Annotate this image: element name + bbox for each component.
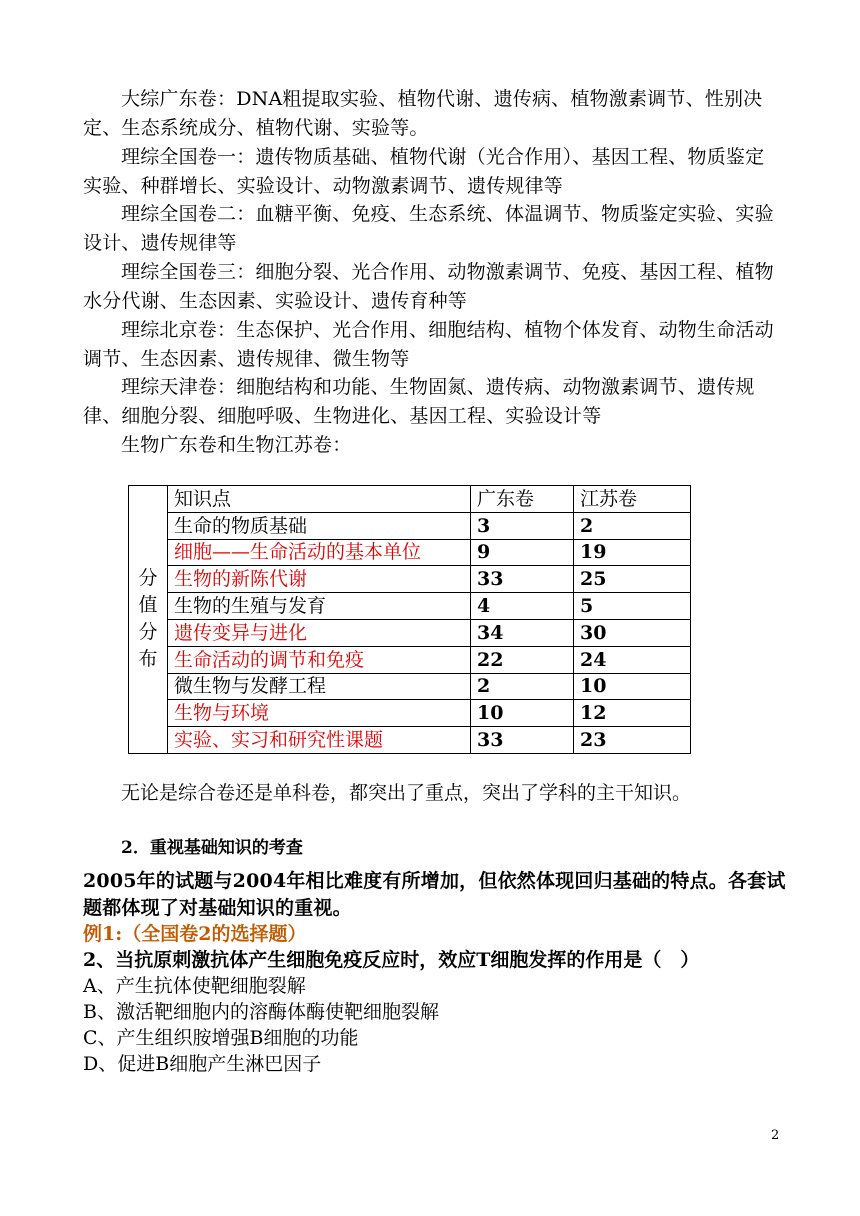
side-label-char: 分 <box>138 567 158 590</box>
jiangsu-score: 19 <box>574 539 691 566</box>
score-distribution-table <box>128 485 691 754</box>
side-label-char: 值 <box>138 594 158 617</box>
table-row <box>129 619 691 646</box>
guangdong-score: 33 <box>471 566 574 593</box>
guangdong-score: 22 <box>471 646 574 673</box>
jiangsu-score: 2 <box>574 512 691 539</box>
guangdong-score: 33 <box>471 727 574 754</box>
paragraph-national-1: 理综全国卷一：遗传物质基础、植物代谢（光合作用）、基因工程、物质鉴定实验、种群增长、实验设计、动物激素调节、遗传规律等 <box>83 146 765 197</box>
question-text: 2、当抗原刺激抗体产生细胞免疫反应时，效应T细胞发挥的作用是（ ） <box>83 949 700 971</box>
table-row <box>129 566 691 593</box>
table-row <box>129 593 691 620</box>
topic-cell: 微生物与发酵工程 <box>168 673 471 700</box>
side-label-cell <box>129 486 168 754</box>
table-row <box>129 539 691 566</box>
jiangsu-score: 12 <box>574 700 691 727</box>
topic-cell: 遗传变异与进化 <box>168 619 471 646</box>
option-a: A、产生抗体使靶细胞裂解 <box>83 975 306 997</box>
topic-cell: 生命活动的调节和免疫 <box>168 646 471 673</box>
paragraph-guangdong-combined: 大综广东卷：DNA粗提取实验、植物代谢、遗传病、植物激素调节、性别决定、生态系统成分、植物代谢、实验等。 <box>83 88 763 139</box>
option-b: B、激活靶细胞内的溶酶体酶使靶细胞裂解 <box>83 1001 439 1023</box>
jiangsu-score: 25 <box>574 566 691 593</box>
jiangsu-score: 10 <box>574 673 691 700</box>
topic-cell: 细胞——生命活动的基本单位 <box>168 539 471 566</box>
table-header-row <box>129 486 691 513</box>
option-c: C、产生组织胺增强B细胞的功能 <box>83 1027 359 1049</box>
guangdong-score: 34 <box>471 619 574 646</box>
topic-cell: 实验、实习和研究性课题 <box>168 727 471 754</box>
guangdong-score: 4 <box>471 593 574 620</box>
topic-cell: 生命的物质基础 <box>168 512 471 539</box>
guangdong-score: 10 <box>471 700 574 727</box>
guangdong-score: 9 <box>471 539 574 566</box>
jiangsu-score: 24 <box>574 646 691 673</box>
jiangsu-score: 5 <box>574 593 691 620</box>
section-paragraph: 2005年的试题与2004年相比难度有所增加，但依然体现回归基础的特点。各套试题都体现了对基础知识的重视。 <box>83 870 786 919</box>
side-label-char: 分 <box>138 621 158 644</box>
example-label: 例1:（全国卷2的选择题） <box>83 923 307 945</box>
header-topic: 知识点 <box>168 486 471 513</box>
paragraph-national-2: 理综全国卷二：血糖平衡、免疫、生态系统、体温调节、物质鉴定实验、实验设计、遗传规律等 <box>83 203 774 254</box>
topic-cell: 生物的新陈代谢 <box>168 566 471 593</box>
side-label-char: 布 <box>138 648 158 671</box>
paragraph-beijing: 理综北京卷：生态保护、光合作用、细胞结构、植物个体发育、动物生命活动调节、生态因素、遗传规律、微生物等 <box>83 319 774 370</box>
page-number: 2 <box>771 1128 780 1143</box>
table-row <box>129 673 691 700</box>
header-jiangsu: 江苏卷 <box>574 486 691 513</box>
guangdong-score: 3 <box>471 512 574 539</box>
header-guangdong: 广东卷 <box>471 486 574 513</box>
section-heading: 2．重视基础知识的考查 <box>121 838 303 858</box>
topic-cell: 生物的生殖与发育 <box>168 593 471 620</box>
table-row <box>129 727 691 754</box>
jiangsu-score: 23 <box>574 727 691 754</box>
table-row <box>129 512 691 539</box>
paragraph-tianjin: 理综天津卷：细胞结构和功能、生物固氮、遗传病、动物激素调节、遗传规律、细胞分裂、细胞呼吸、生物进化、基因工程、实验设计等 <box>83 376 755 427</box>
topic-cell: 生物与环境 <box>168 700 471 727</box>
summary-text: 无论是综合卷还是单科卷，都突出了重点，突出了学科的主干知识。 <box>121 782 692 804</box>
paragraph-national-3: 理综全国卷三：细胞分裂、光合作用、动物激素调节、免疫、基因工程、植物水分代谢、生态因素、实验设计、遗传育种等 <box>83 261 774 312</box>
table-row <box>129 646 691 673</box>
jiangsu-score: 30 <box>574 619 691 646</box>
guangdong-score: 2 <box>471 673 574 700</box>
paragraph-table-intro: 生物广东卷和生物江苏卷： <box>121 434 352 456</box>
option-d: D、促进B细胞产生淋巴因子 <box>83 1053 322 1075</box>
table-row <box>129 700 691 727</box>
